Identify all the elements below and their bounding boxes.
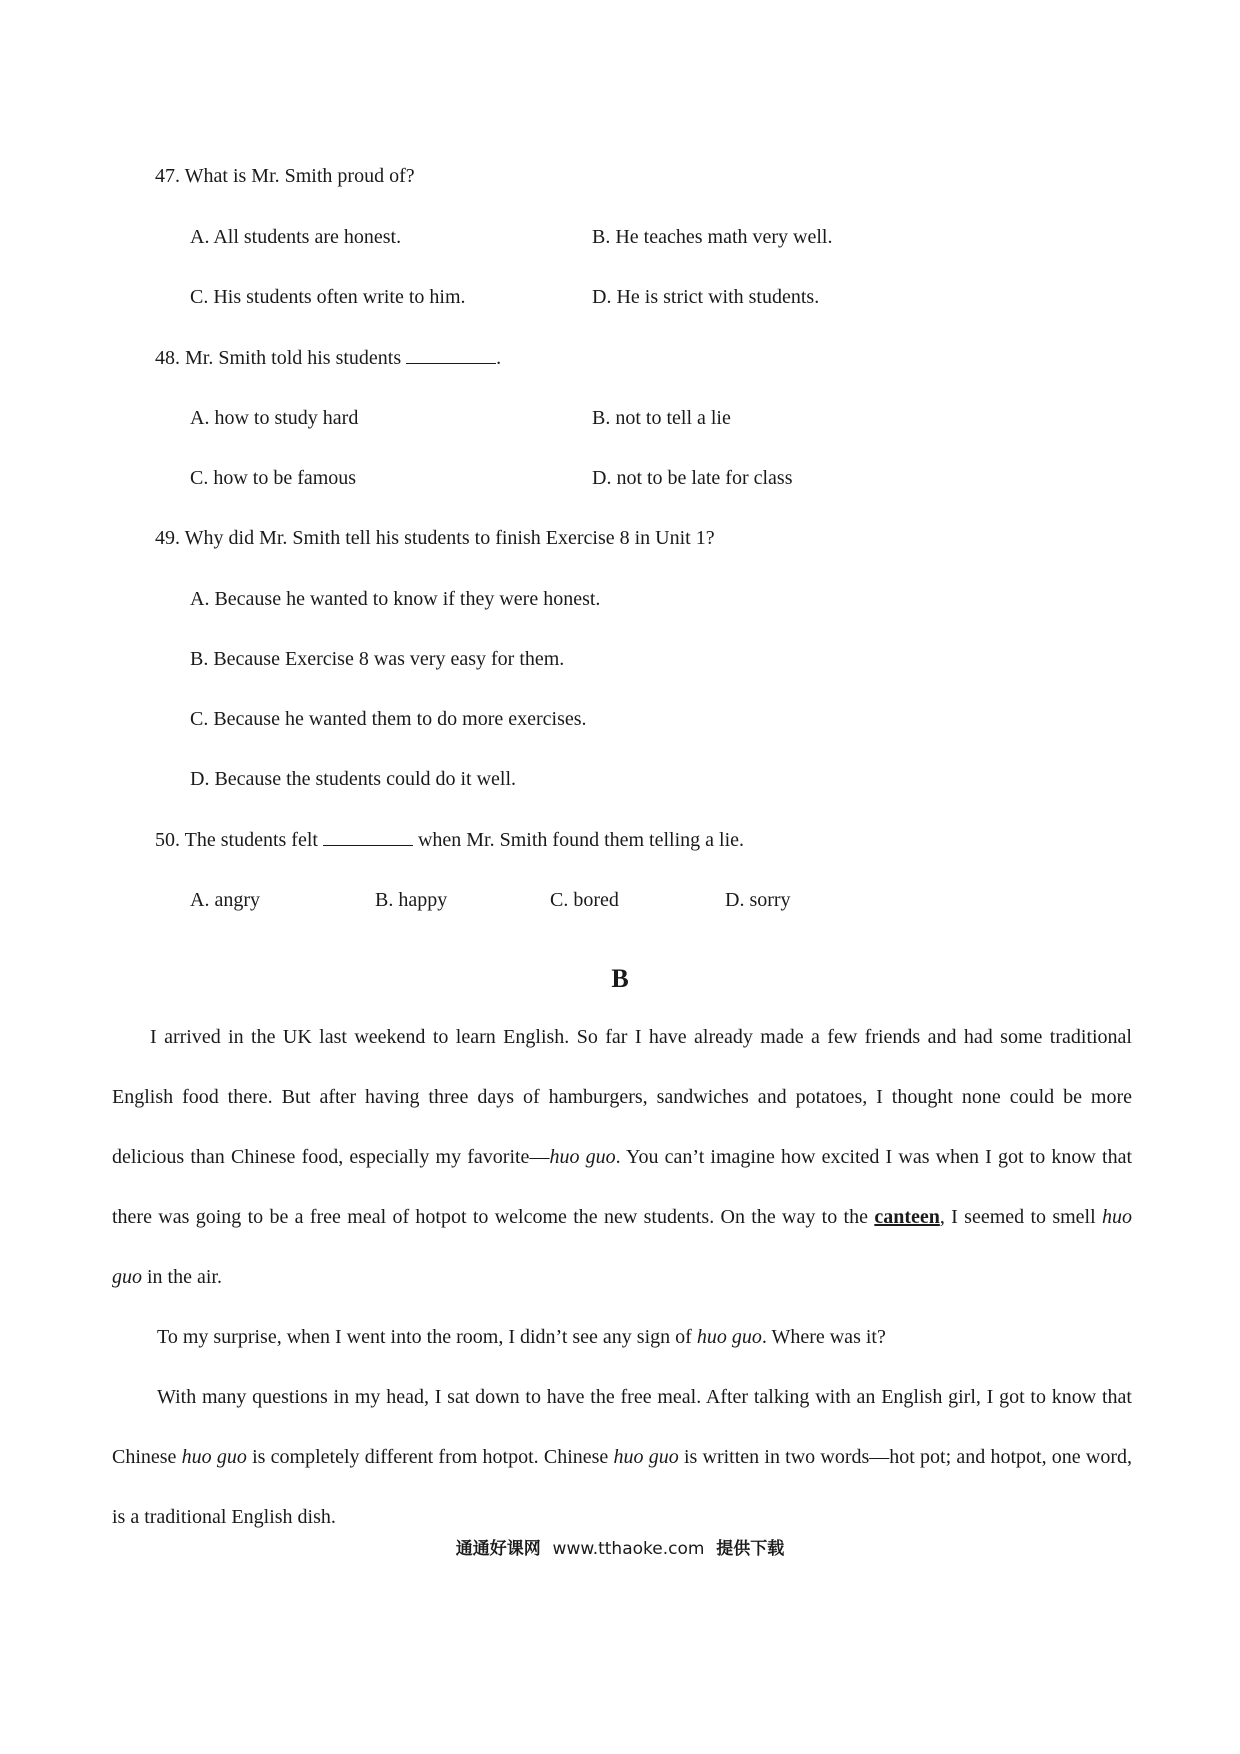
question-48-option-d: D. not to be late for class [592,467,793,489]
question-47-option-a: A. All students are honest. [190,226,402,248]
question-50-stem-end: when Mr. Smith found them telling a lie. [412,829,745,851]
question-47-option-d: D. He is strict with students. [592,286,820,308]
question-47-option-c: C. His students often write to him. [190,286,466,308]
question-50-option-d: D. sorry [725,889,791,911]
question-50-option-b: B. happy [375,889,448,911]
question-49-stem: 49. Why did Mr. Smith tell his students to finish Exercise 8 in Unit 1? [155,527,715,549]
pinyin-term: huo guo [181,1446,247,1468]
question-48-stem-text: 48. Mr. Smith told his students [155,347,407,369]
page-footer [0,1534,1240,1559]
question-47-option-b: B. He teaches math very well. [592,226,833,248]
question-50-option-c: C. bored [550,889,619,911]
passage-paragraph-3: With many questions in my head, I sat down to have the free meal. After talking with an English girl, I got to know that Chinese huo guo is completely different from hotpot. Chinese huo guo is written in two words—hot pot; and hotpot, one word, is a traditional English dish. [112,1386,1132,1528]
pinyin-term: huo guo [613,1446,679,1468]
question-47-stem: 47. What is Mr. Smith proud of? [155,165,415,187]
question-48-stem [155,347,501,368]
question-48-option-c: C. how to be famous [190,467,357,489]
question-49-option-c: C. Because he wanted them to do more exercises. [190,708,587,730]
footer-site-name: 通通好课网 [455,1539,541,1559]
passage-paragraph-1: I arrived in the UK last weekend to learn English. So far I have already made a few friends and had some traditional English food there. But after having three days of hamburgers, sandwiches and potatoes, I thought none could be more delicious than Chinese food, especially my favorite—huo guo. You can’t imagine how excited I was when I got to know that there was going to be a free meal of hotpot to welcome the new students. On the way to the canteen, I seemed to smell huo guo in the air. [112,1026,1132,1288]
vocabulary-word: canteen [874,1206,940,1228]
pinyin-term: huo guo [549,1146,616,1168]
question-48-option-a: A. how to study hard [190,407,359,429]
question-48-stem-end: . [496,347,502,369]
footer-url[interactable]: www.tthaoke.com [552,1539,705,1559]
footer-suffix: 提供下载 [716,1539,785,1559]
pinyin-term: huo guo [696,1326,762,1348]
question-49-option-a: A. Because he wanted to know if they were honest. [190,588,601,610]
question-50-stem [155,829,744,850]
passage-paragraph-2: To my surprise, when I went into the room, I didn’t see any sign of huo guo. Where was it? [157,1326,886,1348]
question-50-option-a: A. angry [190,889,260,911]
question-48-option-b: B. not to tell a lie [592,407,731,429]
question-50-stem-text: 50. The students felt [155,829,323,851]
answer-blank [406,347,496,364]
section-heading: B [611,964,629,993]
question-49-option-b: B. Because Exercise 8 was very easy for them. [190,648,565,670]
pinyin-term: huo guo [112,1206,1132,1288]
answer-blank [323,829,413,846]
question-49-option-d: D. Because the students could do it well. [190,768,517,790]
